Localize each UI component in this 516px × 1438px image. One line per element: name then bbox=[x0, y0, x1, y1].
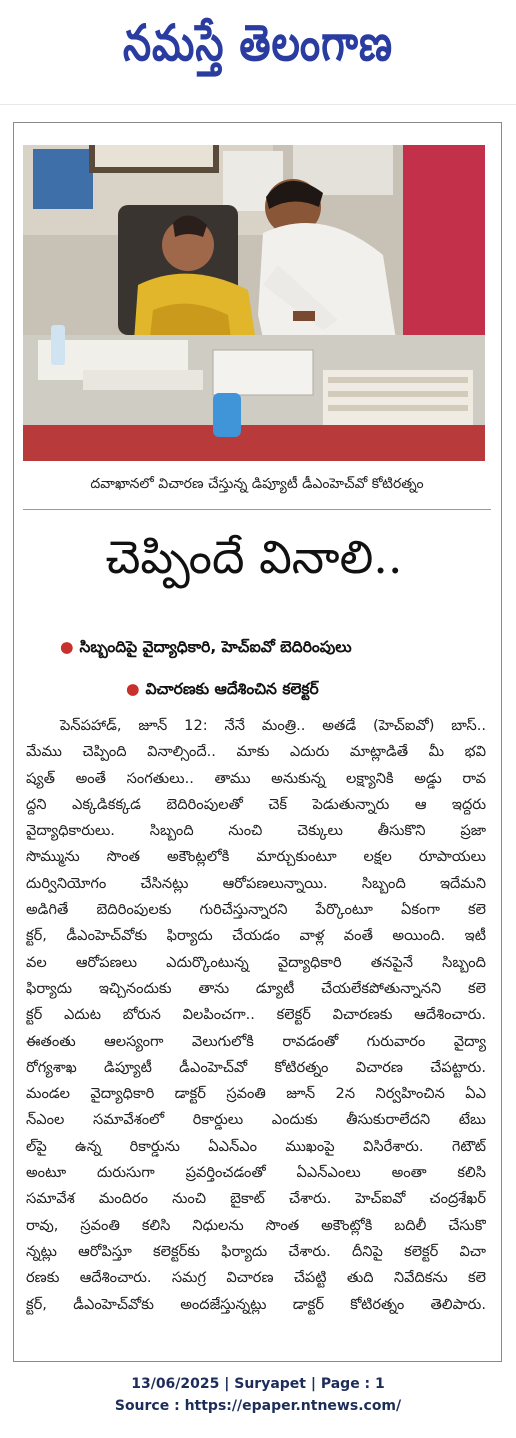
bullet-dot-icon: ● bbox=[126, 680, 140, 698]
body-line: క్టర్‌ ఎదుట బోరున విలపించగా.. కలెక్టర్‌ విచారణకు ఆదేశించారు. bbox=[26, 1006, 486, 1024]
photo-caption: దవాఖానలో విచారణ చేస్తున్న డిప్యూటీ డీఎంహెచ్‌వో కోటిరత్నం bbox=[90, 476, 424, 492]
caption-divider bbox=[23, 509, 491, 510]
subheading-text: విచారణకు ఆదేశించిన కలెక్టర్ bbox=[145, 680, 319, 698]
body-line: సమావేశ మందిరం నుంచి బైకాట్‌ చేశారు. హెచ్‌ఐవో చంద్రశేఖర్‌ bbox=[26, 1190, 486, 1208]
subheading-bullet-1 bbox=[60, 638, 352, 660]
body-line: న్నట్లు ఆరోపిస్తూ కలెక్టర్‌కు ఫిర్యాదు చేశారు. దీనిపై కలెక్టర్‌ విచా bbox=[26, 1242, 486, 1260]
body-line: పెన్‌పహాడ్‌, జూన్‌ 12: నేనే మంత్రి.. అతడే (హెచ్‌ఐవో) బాస్‌.. bbox=[60, 717, 486, 734]
body-line: సొమ్మును సొంత అకౌంట్లలోకి మార్చుకుంటూ లక్షల రూపాయలు bbox=[26, 848, 486, 866]
body-line: ఈతంతు ఆలస్యంగా వెలుగులోకి రావడంతో గురువారం వైద్యా bbox=[26, 1032, 486, 1050]
body-line: రావు, స్రవంతి కలిసి నిధులను సొంత అకౌంట్లోకి బదిలీ చేసుకొ bbox=[26, 1216, 486, 1234]
body-line: అంటూ దురుసుగా ప్రవర్తించడంతో ఏఎన్‌ఎంలు అంతా కలిసి bbox=[26, 1164, 486, 1182]
body-line: క్టర్‌, డీఎంహెచ్‌వోకు అందజేస్తున్నట్లు డాక్టర్‌ కోటిరత్నం తెలిపారు. bbox=[26, 1295, 486, 1313]
body-line: వైద్యాధికారులు. సిబ్బంది నుంచి చెక్కులు తీసుకొని ప్రజా bbox=[26, 822, 486, 840]
body-line: రణకు ఆదేశించారు. సమగ్ర విచారణ చేపట్టి తుది నివేదికను కలె bbox=[26, 1269, 486, 1287]
news-photo-illustration bbox=[23, 145, 485, 461]
article-headline: చెప్పిందే వినాలి.. bbox=[105, 530, 403, 584]
article-body bbox=[26, 713, 486, 1318]
edition-info: 13/06/2025 | Suryapet | Page : 1 bbox=[131, 1376, 385, 1392]
masthead-divider bbox=[0, 104, 516, 105]
body-line: ల్‌పై ఉన్న రికార్డును ఏఎన్‌ఎం ముఖంపై విసిరేశారు. గెటౌట్‌ bbox=[26, 1137, 486, 1155]
body-line: క్టర్‌, డీఎంహెచ్‌వోకు ఫిర్యాదు చేయడం వాళ్ల వంతే అయింది. ఇటీ bbox=[26, 927, 486, 945]
body-line: వల ఆరోపణలు ఎదుర్కొంటున్న వైద్యాధికారి తనపైనే సిబ్బంది bbox=[26, 953, 486, 971]
bullet-dot-icon: ● bbox=[60, 638, 74, 656]
body-line: మేము చెప్పింది వినాల్సిందే.. మాకు ఎదురు మాట్లాడితే మీ భవి bbox=[26, 743, 486, 761]
body-line: ఫిర్యాదు ఇచ్చినందుకు తాను డ్యూటీ చేయలేకపోతున్నానని కలె bbox=[26, 979, 486, 997]
masthead-logo: నమస్తే తెలంగాణ bbox=[122, 15, 394, 73]
body-line: ష్యత్‌ అంతే సంగతులు.. తాము అనుకున్న లక్ష్యానికి అడ్డు రావ bbox=[26, 769, 486, 787]
newspaper-masthead bbox=[0, 0, 516, 100]
body-line: న్‌ఎంల సమావేశంలో రికార్డులు ఎందుకు తీసుకురాలేదని టేబు bbox=[26, 1111, 486, 1129]
body-line: అడిగితే బెదిరింపులకు గురిచేస్తున్నారని పేర్కొంటూ ఏకంగా కలె bbox=[26, 901, 486, 919]
subheading-text: సిబ్బందిపై వైద్యాధికారి, హెచ్‌ఐవో బెదిరింపులు bbox=[79, 638, 352, 656]
body-line: మండల వైద్యాధికారి డాక్టర్‌ స్రవంతి జూన్‌ 2న నిర్వహించిన ఏఎ bbox=[26, 1085, 486, 1103]
body-line: ద్దని ఎక్కడికక్కడ బెదిరింపులతో చెక్‌ పెడుతున్నారు ఆ ఇద్దరు bbox=[26, 795, 486, 813]
news-photo bbox=[23, 145, 485, 461]
body-line: దుర్వినియోగం చేసినట్లు ఆరోపణలున్నాయి. సిబ్బంది ఇదేమని bbox=[26, 874, 486, 892]
body-line: రోగ్యశాఖ డిప్యూటీ డీఎంహెచ్‌వో కోటిరత్నం విచారణ చేపట్టారు. bbox=[26, 1058, 486, 1076]
subheading-bullet-2 bbox=[126, 680, 319, 702]
source-link[interactable]: Source : https://epaper.ntnews.com/ bbox=[114, 1398, 402, 1414]
